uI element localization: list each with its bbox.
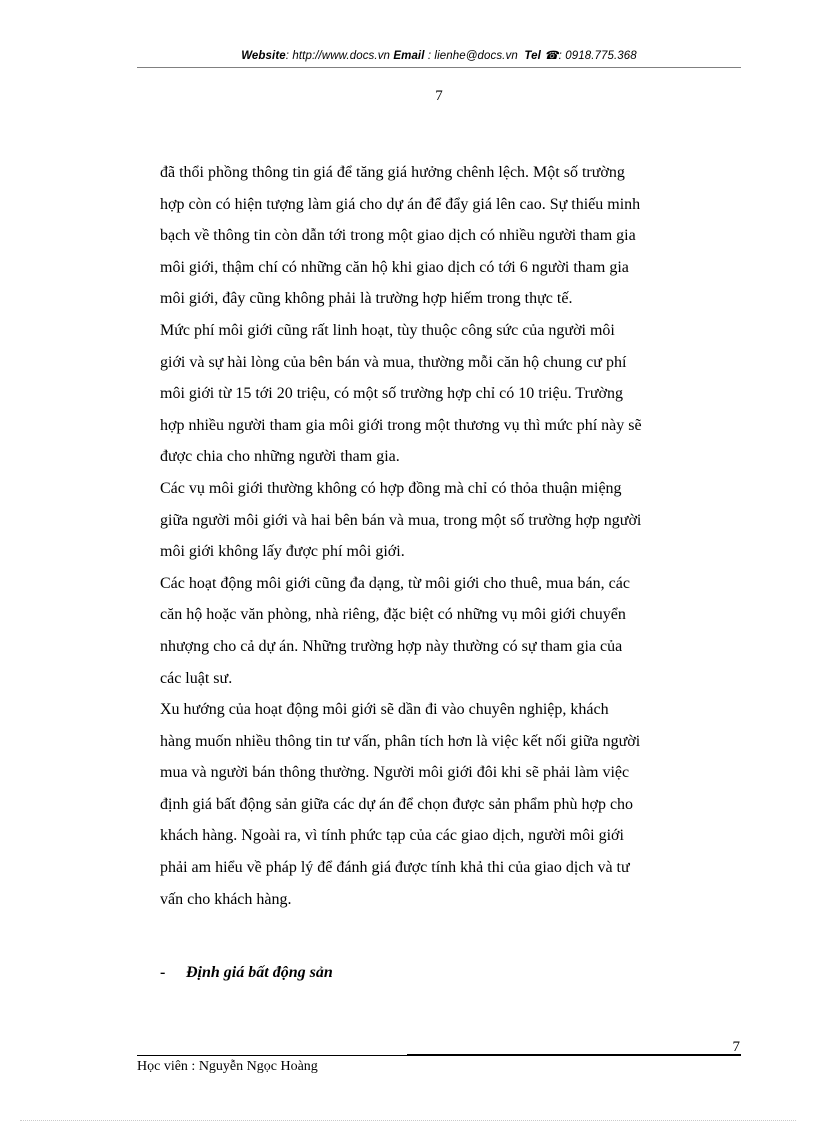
footer-divider-thick — [407, 1054, 741, 1056]
paragraph-3 — [160, 473, 744, 568]
section-heading — [160, 964, 333, 982]
text-line: Xu hướng của hoạt động môi giới sẽ dần đi vào chuyên nghiệp, khách — [160, 701, 609, 719]
page-header — [137, 48, 741, 62]
text-line: giới và sự hài lòng của bên bán và mua, thường mỗi căn hộ chung cư phí — [160, 353, 627, 371]
paragraph-4 — [160, 568, 744, 694]
text-line: Mức phí môi giới cũng rất linh hoạt, tùy thuộc công sức của người môi — [160, 321, 615, 339]
text-line: Các vụ môi giới thường không có hợp đồng mà chỉ có thỏa thuận miệng — [160, 479, 622, 497]
tel-value: : 0918.775.368 — [558, 50, 637, 62]
paragraph-2 — [160, 315, 744, 473]
text-line: định giá bất động sản giữa các dự án để chọn được sản phẩm phù hợp cho — [160, 795, 634, 813]
text-line: môi giới không lấy được phí môi giới. — [160, 543, 405, 561]
text-line: khách hàng. Ngoài ra, vì tính phức tạp của các giao dịch, người môi giới — [160, 827, 624, 845]
paragraph-1 — [160, 157, 744, 315]
footer-author: Học viên : Nguyễn Ngọc Hoàng — [137, 1059, 318, 1074]
text-line: môi giới, thậm chí có những căn hộ khi giao dịch có tới 6 người tham gia — [160, 258, 629, 276]
phone-icon: ☎ — [544, 50, 559, 62]
text-line: hợp còn có hiện tượng làm giá cho dự án để đẩy giá lên cao. Sự thiếu minh — [160, 195, 641, 213]
page-bottom-border — [20, 1120, 796, 1121]
header-divider — [137, 67, 741, 68]
text-line: hợp nhiều người tham gia môi giới trong một thương vụ thì mức phí này sẽ — [160, 416, 642, 434]
text-line: vấn cho khách hàng. — [160, 890, 292, 908]
text-line: phải am hiểu về pháp lý để đánh giá được tính khả thi của giao dịch và tư — [160, 859, 630, 877]
email-value: : lienhe@docs.vn — [427, 50, 518, 62]
text-line: Các hoạt động môi giới cũng đa dạng, từ môi giới cho thuê, mua bán, các — [160, 574, 630, 592]
footer-divider-thin — [137, 1055, 407, 1056]
text-line: đã thổi phồng thông tin giá để tăng giá hưởng chênh lệch. Một số trường — [160, 164, 625, 181]
email-label: Email — [393, 50, 425, 62]
text-line: nhượng cho cả dự án. Những trường hợp này thường có sự tham gia của — [160, 637, 623, 655]
page-number-top: 7 — [435, 88, 443, 104]
text-line: môi giới từ 15 tới 20 triệu, có một số trường hợp chỉ có 10 triệu. Trường — [160, 385, 623, 403]
text-line: hàng muốn nhiều thông tin tư vấn, phân tích hơn là việc kết nối giữa người — [160, 732, 641, 750]
body-text — [160, 157, 744, 915]
tel-label: Tel — [524, 50, 541, 62]
heading-text: Định giá bất động sản — [186, 964, 333, 981]
text-line: được chia cho những người tham gia. — [160, 448, 400, 466]
text-line: mua và người bán thông thường. Người môi giới đôi khi sẽ phải làm việc — [160, 764, 630, 782]
website-value: : http://www.docs.vn — [285, 50, 391, 62]
text-line: bạch về thông tin còn dẫn tới trong một giao dịch có nhiều người tham gia — [160, 227, 636, 245]
page-number-footer: 7 — [732, 1039, 740, 1055]
heading-dash: - — [160, 964, 166, 981]
text-line: môi giới, đây cũng không phải là trường hợp hiếm trong thực tế. — [160, 290, 573, 308]
text-line: căn hộ hoặc văn phòng, nhà riêng, đặc biệt có những vụ môi giới chuyển — [160, 606, 626, 624]
website-label: Website — [241, 50, 286, 62]
paragraph-5 — [160, 694, 744, 915]
text-line: các luật sư. — [160, 669, 233, 687]
text-line: giữa người môi giới và hai bên bán và mua, trong một số trường hợp người — [160, 511, 642, 529]
